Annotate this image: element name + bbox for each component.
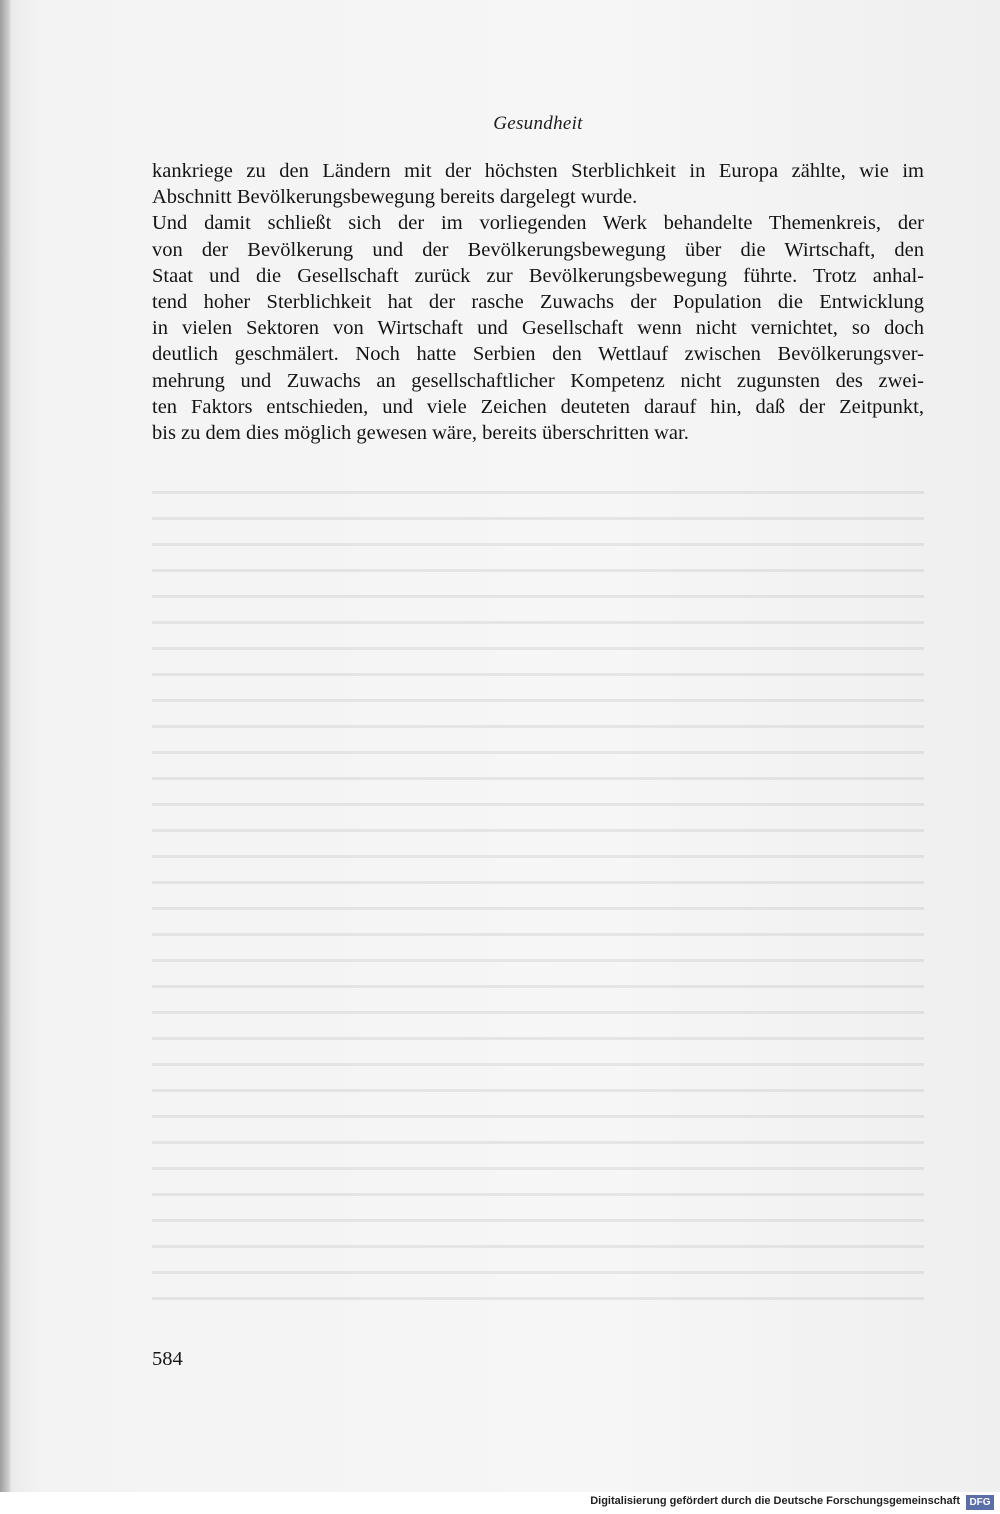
text-line: ten Faktors entschieden, und viele Zeichen deuteten darauf hin, daß der Zeitpunkt, xyxy=(152,395,924,418)
text-line: bis zu dem dies möglich gewesen wäre, bereits überschritten war. xyxy=(152,422,689,445)
footer-text: Digitalisierung gefördert durch die Deutsche Forschungsgemeinschaft xyxy=(590,1495,960,1507)
text-line: von der Bevölkerung und der Bevölkerungsbewegung über die Wirtschaft, den xyxy=(152,238,924,261)
text-line: in vielen Sektoren von Wirtschaft und Gesellschaft wenn nicht vernichtet, so doch xyxy=(152,317,924,340)
text-line: kankriege zu den Ländern mit der höchsten Sterblichkeit in Europa zählte, wie im xyxy=(152,160,924,182)
digitization-footer xyxy=(0,1492,1000,1514)
text-line: Staat und die Gesellschaft zurück zur Bevölkerungsbewegung führte. Trotz anhal- xyxy=(152,264,924,287)
text-line: deutlich geschmälert. Noch hatte Serbien den Wettlauf zwischen Bevölkerungsver- xyxy=(152,343,924,366)
page-number: 584 xyxy=(152,1348,183,1370)
text-line: Abschnitt Bevölkerungsbewegung bereits dargelegt wurde. xyxy=(152,186,638,209)
show-through-texture xyxy=(152,477,924,1307)
text-line: tend hoher Sterblichkeit hat der rasche Zuwachs der Population die Entwicklung xyxy=(152,291,924,314)
text-line: mehrung und Zuwachs an gesellschaftlicher Kompetenz nicht zugunsten des zwei- xyxy=(152,369,924,392)
dfg-logo-icon: DFG xyxy=(966,1495,994,1510)
body-paragraph xyxy=(152,158,924,446)
text-line: Und damit schließt sich der im vorliegenden Werk behandelte Themenkreis, der xyxy=(152,212,924,235)
running-head: Gesundheit xyxy=(493,113,583,134)
